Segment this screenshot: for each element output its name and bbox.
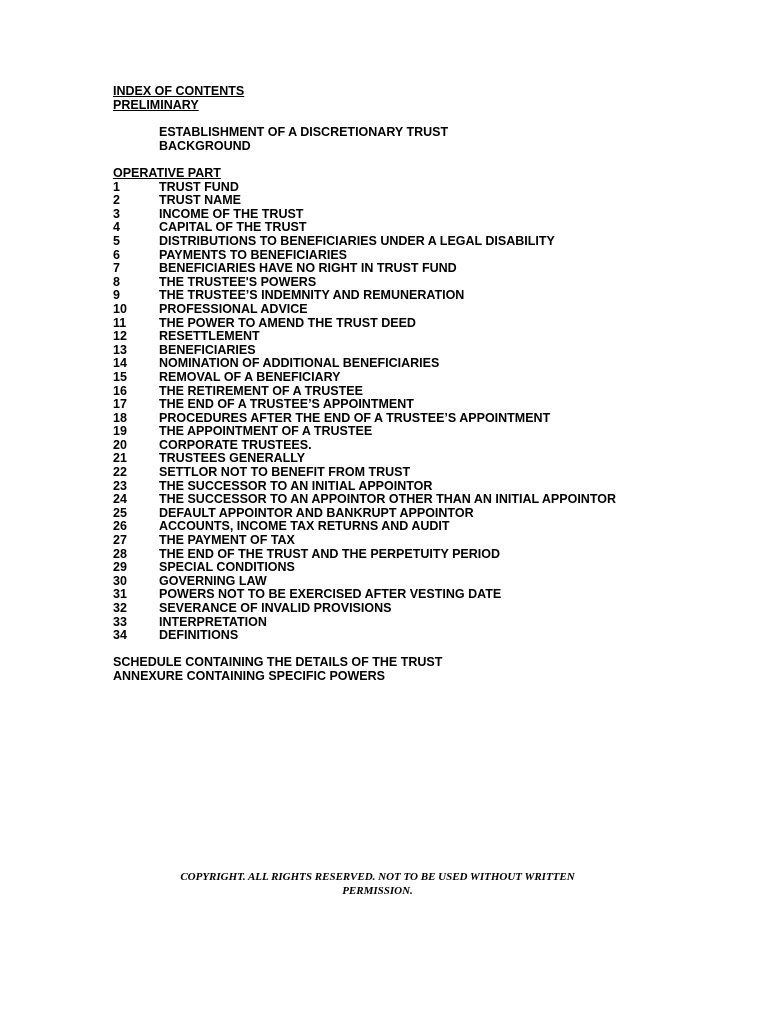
clause-number: 6 <box>113 247 120 262</box>
clause-number: 3 <box>113 206 120 221</box>
clause-number: 2 <box>113 193 120 208</box>
clause-row <box>113 181 616 195</box>
clause-number: 16 <box>113 383 127 398</box>
clause-title: THE POWER TO AMEND THE TRUST DEED <box>159 315 416 330</box>
clause-number: 29 <box>113 560 127 575</box>
preliminary-item: ESTABLISHMENT OF A DISCRETIONARY TRUST <box>159 125 449 139</box>
clause-title: THE APPOINTMENT OF A TRUSTEE <box>159 424 373 439</box>
copyright-notice <box>140 870 615 898</box>
preliminary-items <box>113 126 448 153</box>
clause-title: CORPORATE TRUSTEES. <box>159 437 312 452</box>
clause-row <box>113 602 616 616</box>
clause-row <box>113 452 616 466</box>
clause-title: PROCEDURES AFTER THE END OF A TRUSTEE’S APPOINTMENT <box>159 410 551 425</box>
clause-number: 21 <box>113 451 127 466</box>
clause-number: 27 <box>113 533 127 548</box>
copyright-line: PERMISSION. <box>342 885 413 897</box>
schedule-heading: SCHEDULE CONTAINING THE DETAILS OF THE TRUST <box>113 655 443 669</box>
clause-number: 30 <box>113 573 127 588</box>
clause-row <box>113 575 616 589</box>
clause-title: PROFESSIONAL ADVICE <box>159 301 308 316</box>
clause-number: 10 <box>113 301 127 316</box>
clause-number: 23 <box>113 478 127 493</box>
clause-row <box>113 412 616 426</box>
clause-title: PAYMENTS TO BENEFICIARIES <box>159 247 347 262</box>
clause-row <box>113 520 616 534</box>
clause-title: TRUSTEES GENERALLY <box>159 451 306 466</box>
clause-title: POWERS NOT TO BE EXERCISED AFTER VESTING DATE <box>159 587 502 602</box>
clause-title: THE SUCCESSOR TO AN APPOINTOR OTHER THAN AN INITIAL APPOINTOR <box>159 492 616 507</box>
clause-title: BENEFICIARIES HAVE NO RIGHT IN TRUST FUND <box>159 261 457 276</box>
clause-row <box>113 616 616 630</box>
clause-number: 12 <box>113 329 127 344</box>
clause-number: 32 <box>113 601 127 615</box>
clause-number: 28 <box>113 546 127 561</box>
clause-title: NOMINATION OF ADDITIONAL BENEFICIARIES <box>159 356 440 371</box>
clause-number: 34 <box>113 628 127 643</box>
clause-title: THE RETIREMENT OF A TRUSTEE <box>159 383 363 398</box>
clause-title: THE PAYMENT OF TAX <box>159 533 295 548</box>
clause-row <box>113 371 616 385</box>
clause-row <box>113 289 616 303</box>
clause-number: 22 <box>113 465 127 480</box>
clause-title: ACCOUNTS, INCOME TAX RETURNS AND AUDIT <box>159 519 450 534</box>
clause-title: SETTLOR NOT TO BENEFIT FROM TRUST <box>159 465 411 480</box>
clause-number: 17 <box>113 397 127 412</box>
preliminary-item: BACKGROUND <box>159 138 251 153</box>
clause-number: 33 <box>113 614 127 629</box>
appendices-block <box>113 656 442 683</box>
index-heading: INDEX OF CONTENTS <box>113 84 245 98</box>
clause-number: 8 <box>113 274 120 289</box>
clause-row <box>113 439 616 453</box>
clause-title: THE TRUSTEE'S POWERS <box>159 274 317 289</box>
clause-title: BENEFICIARIES <box>159 342 256 357</box>
clause-title: THE TRUSTEE’S INDEMNITY AND REMUNERATION <box>159 288 465 303</box>
clause-title: GOVERNING LAW <box>159 573 267 588</box>
clause-title: INCOME OF THE TRUST <box>159 206 304 221</box>
clause-title: TRUST FUND <box>159 179 239 194</box>
clause-row <box>113 344 616 358</box>
clause-number: 31 <box>113 587 127 602</box>
clause-number: 24 <box>113 492 127 507</box>
clause-number: 9 <box>113 288 120 303</box>
clause-number: 19 <box>113 424 127 439</box>
clause-title: DEFAULT APPOINTOR AND BANKRUPT APPOINTOR <box>159 505 474 520</box>
clause-row <box>113 262 616 276</box>
clause-number: 14 <box>113 356 127 371</box>
clause-row <box>113 466 616 480</box>
clause-title: SEVERANCE OF INVALID PROVISIONS <box>159 601 392 615</box>
clause-row <box>113 385 616 399</box>
annexure-heading: ANNEXURE CONTAINING SPECIFIC POWERS <box>113 668 386 683</box>
clause-row <box>113 425 616 439</box>
clause-number: 26 <box>113 519 127 534</box>
index-header-block <box>113 85 244 112</box>
clause-title: CAPITAL OF THE TRUST <box>159 220 307 235</box>
clause-number: 1 <box>113 179 120 194</box>
clause-row <box>113 548 616 562</box>
clause-number: 13 <box>113 342 127 357</box>
clause-row <box>113 303 616 317</box>
copyright-line: COPYRIGHT. ALL RIGHTS RESERVED. NOT TO BE USED WITHOUT WRITTEN <box>180 871 575 883</box>
clause-row <box>113 480 616 494</box>
clause-title: THE END OF THE TRUST AND THE PERPETUITY PERIOD <box>159 546 500 561</box>
clause-title: THE SUCCESSOR TO AN INITIAL APPOINTOR <box>159 478 433 493</box>
clause-row <box>113 534 616 548</box>
clause-number: 5 <box>113 233 120 248</box>
clause-title: REMOVAL OF A BENEFICIARY <box>159 369 341 384</box>
clause-title: DISTRIBUTIONS TO BENEFICIARIES UNDER A LEGAL DISABILITY <box>159 233 555 248</box>
clause-title: SPECIAL CONDITIONS <box>159 560 295 575</box>
clause-row <box>113 588 616 602</box>
clause-row <box>113 330 616 344</box>
clause-row <box>113 208 616 222</box>
clause-title: TRUST NAME <box>159 193 241 208</box>
clause-row <box>113 194 616 208</box>
clause-title: RESETTLEMENT <box>159 329 260 344</box>
clause-number: 7 <box>113 261 120 276</box>
clause-number: 4 <box>113 220 120 235</box>
clause-row <box>113 235 616 249</box>
clause-row <box>113 249 616 263</box>
clause-row <box>113 493 616 507</box>
clause-row <box>113 561 616 575</box>
operative-part-section <box>113 167 616 643</box>
clause-row <box>113 221 616 235</box>
operative-part-heading: OPERATIVE PART <box>113 166 221 180</box>
clause-number: 25 <box>113 505 127 520</box>
clause-title: THE END OF A TRUSTEE’S APPOINTMENT <box>159 397 414 412</box>
clause-number: 20 <box>113 437 127 452</box>
clause-title: DEFINITIONS <box>159 628 239 643</box>
clause-number: 18 <box>113 410 127 425</box>
clause-number: 11 <box>113 315 127 330</box>
preliminary-heading: PRELIMINARY <box>113 97 199 112</box>
clause-row <box>113 317 616 331</box>
clause-title: INTERPRETATION <box>159 614 267 629</box>
clause-row <box>113 276 616 290</box>
clause-row <box>113 629 616 643</box>
clause-row <box>113 398 616 412</box>
clause-number: 15 <box>113 369 127 384</box>
clause-row <box>113 507 616 521</box>
clause-list <box>113 181 616 643</box>
clause-row <box>113 357 616 371</box>
